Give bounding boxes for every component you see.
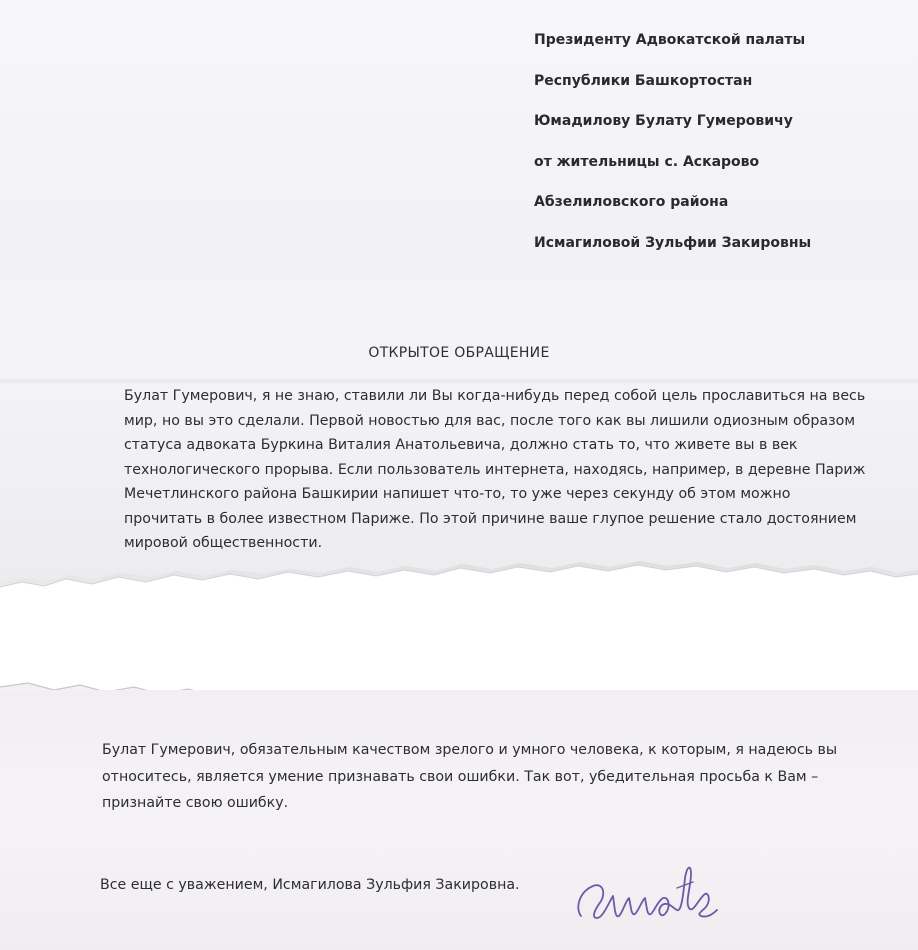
- letter-heading: ОТКРЫТОЕ ОБРАЩЕНИЕ: [368, 345, 550, 361]
- handwritten-signature: [573, 858, 723, 928]
- letter-closing: Все еще с уважением, Исмагилова Зульфия Закировна.: [100, 877, 520, 893]
- addressee-line: Юмадилову Булату Гумеровичу: [534, 113, 793, 129]
- addressee-line: Исмагиловой Зульфии Закировны: [534, 234, 812, 251]
- addressee-line: Абзелиловского района: [534, 194, 729, 210]
- letter-paragraph-2: Булат Гумерович, обязательным качеством зрелого и умного человека, к которым, я надеюсь вы относитесь, является умение признавать свои ошибки. Так вот, убедительная просьба к Вам – признайте свою ошибку.: [102, 742, 838, 811]
- addressee-line: Президенту Адвокатской палаты: [534, 32, 806, 48]
- letter-paragraph-1: Булат Гумерович, я не знаю, ставили ли Вы когда-нибудь перед собой цель прославиться на весь мир, но вы это сделали. Первой новостью для вас, после того как вы лишили одиозным образом статуса адвоката Буркина Виталия Анатольевича, должно стать то, что живете вы в век технологического прорыва. Если пользователь интернета, находясь, например, в деревне Париж Мечетлинского района Башкирии напишет что-то, то уже через секунду об этом можно прочитать в более известном Париже. По этой причине ваше глупое решение стало достоянием мировой общественности.: [124, 388, 866, 551]
- addressee-line: от жительницы с. Аскарово: [534, 153, 760, 170]
- addressee-line: Республики Башкортостан: [534, 72, 753, 89]
- letter-bottom-sheet: [0, 690, 918, 950]
- addressee-block: [534, 20, 904, 263]
